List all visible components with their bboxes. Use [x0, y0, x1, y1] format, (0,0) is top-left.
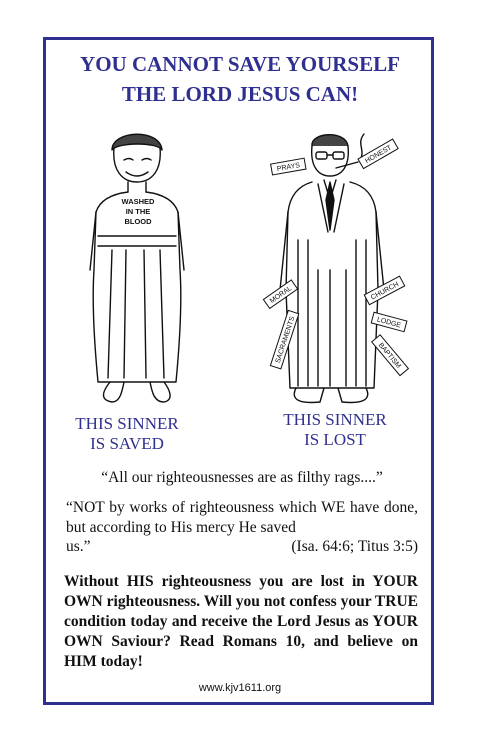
quote-not-by-works-end: us.”	[66, 538, 91, 555]
tag-church: CHURCH	[369, 281, 400, 302]
tag-baptism: BAPTISM	[376, 341, 402, 370]
tag-honest: HONEST	[364, 144, 393, 166]
quote-filthy-rags: “All our righteousnesses are as filthy rags....”	[101, 469, 383, 486]
saved-sinner-illustration	[72, 120, 202, 410]
website-url: www.kjv1611.org	[198, 682, 282, 694]
robe-text-2: IN THE	[125, 207, 151, 216]
lost-caption-line-2: IS LOST	[304, 430, 366, 449]
quote-not-by-works: “NOT by works of righteousness which WE have done, but according to His mercy He saved	[66, 499, 418, 536]
tag-moral: MORAL	[268, 285, 294, 306]
robe-text-1: WASHED	[121, 197, 155, 206]
robe-text-3: BLOOD	[124, 217, 152, 226]
saved-caption-line-2: IS SAVED	[90, 434, 164, 453]
tag-prays: PRAYS	[276, 162, 301, 174]
scripture-reference: (Isa. 64:6; Titus 3:5)	[291, 538, 418, 555]
lost-sinner-illustration	[250, 120, 420, 410]
lost-caption	[260, 410, 410, 450]
lost-caption-line-1: THIS SINNER	[283, 410, 387, 429]
appeal-paragraph: Without HIS righteousness you are lost in YOUR OWN righteousness. Will you not confess your TRUE condition today and receive the Lord Jesus as YOUR OWN Saviour? Read Romans 10, and believe on HIM today!	[64, 573, 418, 670]
tag-lodge: LODGE	[376, 316, 402, 330]
headline-line-1: YOU CANNOT SAVE YOURSELF	[80, 52, 400, 76]
headline-line-2: THE LORD JESUS CAN!	[121, 82, 359, 106]
tag-sacraments: SACRAMENTS	[274, 315, 297, 365]
saved-caption	[52, 414, 202, 454]
saved-caption-line-1: THIS SINNER	[75, 414, 179, 433]
